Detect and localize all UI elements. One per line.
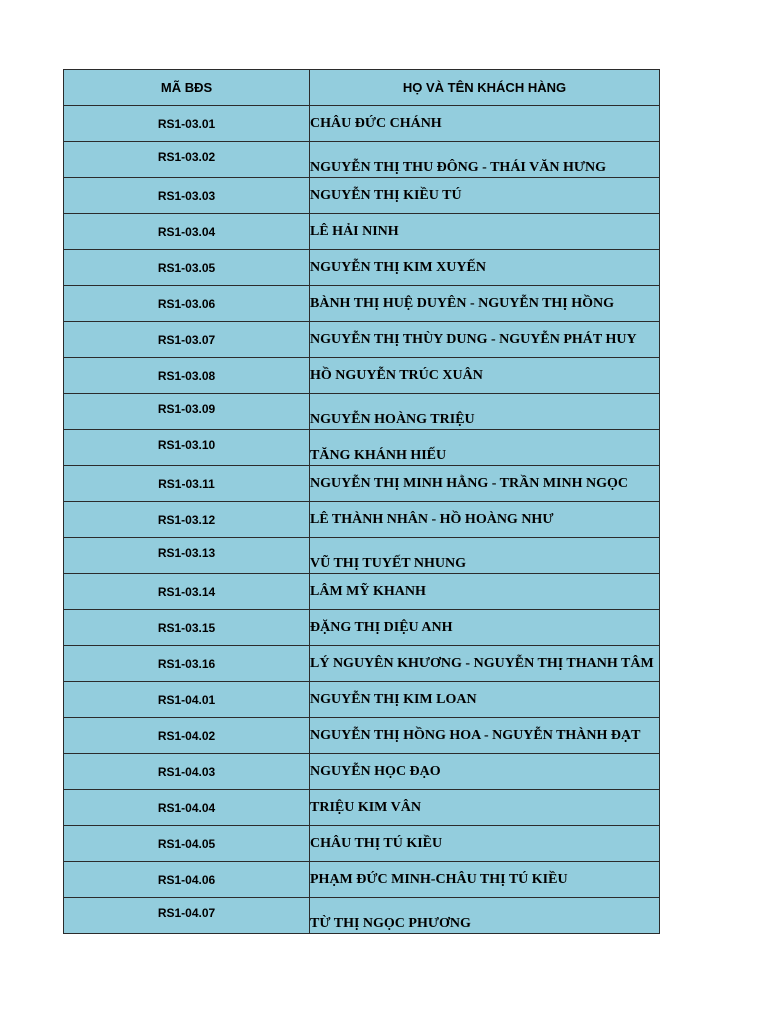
- property-code: RS1-03.09: [64, 394, 310, 430]
- property-code: RS1-03.03: [64, 178, 310, 214]
- table-row: [64, 682, 660, 718]
- table-row: [64, 214, 660, 250]
- customer-name: CHÂU ĐỨC CHÁNH: [310, 106, 660, 142]
- customer-name: LÊ THÀNH NHÂN - HỒ HOÀNG NHƯ: [310, 502, 660, 538]
- customer-name: NGUYỄN THỊ KIM XUYẾN: [310, 250, 660, 286]
- property-code: RS1-03.06: [64, 286, 310, 322]
- property-code: RS1-04.01: [64, 682, 310, 718]
- table-row: [64, 574, 660, 610]
- customer-name: ĐẶNG THỊ DIỆU ANH: [310, 610, 660, 646]
- table-row: [64, 286, 660, 322]
- table-row: [64, 718, 660, 754]
- customer-name: NGUYỄN HỌC ĐẠO: [310, 754, 660, 790]
- customer-name: NGUYỄN THỊ MINH HẰNG - TRẦN MINH NGỌC: [310, 466, 660, 502]
- property-code: RS1-03.02: [64, 142, 310, 178]
- table-row: [64, 466, 660, 502]
- property-code: RS1-03.04: [64, 214, 310, 250]
- table-row: [64, 538, 660, 574]
- customer-name: LÝ NGUYÊN KHƯƠNG - NGUYỄN THỊ THANH TÂM: [310, 646, 660, 682]
- table-row: [64, 358, 660, 394]
- header-name: HỌ VÀ TÊN KHÁCH HÀNG: [310, 70, 660, 106]
- table-row: [64, 790, 660, 826]
- customer-name: CHÂU THỊ TÚ KIỀU: [310, 826, 660, 862]
- property-code: RS1-03.11: [64, 466, 310, 502]
- table-row: [64, 322, 660, 358]
- property-code: RS1-03.16: [64, 646, 310, 682]
- customer-name: TRIỆU KIM VÂN: [310, 790, 660, 826]
- property-code: RS1-03.05: [64, 250, 310, 286]
- customer-name: NGUYỄN HOÀNG TRIỆU: [310, 394, 660, 430]
- property-code: RS1-03.12: [64, 502, 310, 538]
- table-row: [64, 106, 660, 142]
- customer-name: VŨ THỊ TUYẾT NHUNG: [310, 538, 660, 574]
- property-code: RS1-03.01: [64, 106, 310, 142]
- property-code: RS1-03.08: [64, 358, 310, 394]
- property-code: RS1-04.02: [64, 718, 310, 754]
- table-row: [64, 430, 660, 466]
- header-row: [64, 70, 660, 106]
- table-row: [64, 178, 660, 214]
- property-code: RS1-04.04: [64, 790, 310, 826]
- table-row: [64, 826, 660, 862]
- property-code: RS1-03.07: [64, 322, 310, 358]
- customer-name: LÂM MỸ KHANH: [310, 574, 660, 610]
- customer-name: NGUYỄN THỊ KIỀU TÚ: [310, 178, 660, 214]
- customer-name: TỪ THỊ NGỌC PHƯƠNG: [310, 898, 660, 934]
- table-row: [64, 610, 660, 646]
- table-row: [64, 646, 660, 682]
- property-code: RS1-04.06: [64, 862, 310, 898]
- table-row: [64, 898, 660, 934]
- property-code: RS1-03.10: [64, 430, 310, 466]
- customer-name: NGUYỄN THỊ HỒNG HOA - NGUYỄN THÀNH ĐẠT: [310, 718, 660, 754]
- property-code: RS1-04.03: [64, 754, 310, 790]
- customer-table: [63, 69, 660, 934]
- header-code: MÃ BĐS: [64, 70, 310, 106]
- customer-name: NGUYỄN THỊ THÙY DUNG - NGUYỄN PHÁT HUY: [310, 322, 660, 358]
- customer-name: NGUYỄN THỊ KIM LOAN: [310, 682, 660, 718]
- property-code: RS1-03.15: [64, 610, 310, 646]
- customer-name: TĂNG KHÁNH HIẾU: [310, 430, 660, 466]
- property-code: RS1-03.13: [64, 538, 310, 574]
- customer-name: NGUYỄN THỊ THU ĐÔNG - THÁI VĂN HƯNG: [310, 142, 660, 178]
- property-code: RS1-04.07: [64, 898, 310, 934]
- table-row: [64, 502, 660, 538]
- customer-name: PHẠM ĐỨC MINH-CHÂU THỊ TÚ KIỀU: [310, 862, 660, 898]
- customer-name: BÀNH THỊ HUỆ DUYÊN - NGUYỄN THỊ HỒNG: [310, 286, 660, 322]
- customer-name: HỒ NGUYỄN TRÚC XUÂN: [310, 358, 660, 394]
- table-row: [64, 250, 660, 286]
- customer-name: LÊ HẢI NINH: [310, 214, 660, 250]
- table-row: [64, 142, 660, 178]
- property-code: RS1-03.14: [64, 574, 310, 610]
- property-code: RS1-04.05: [64, 826, 310, 862]
- table-row: [64, 862, 660, 898]
- table-row: [64, 754, 660, 790]
- table-row: [64, 394, 660, 430]
